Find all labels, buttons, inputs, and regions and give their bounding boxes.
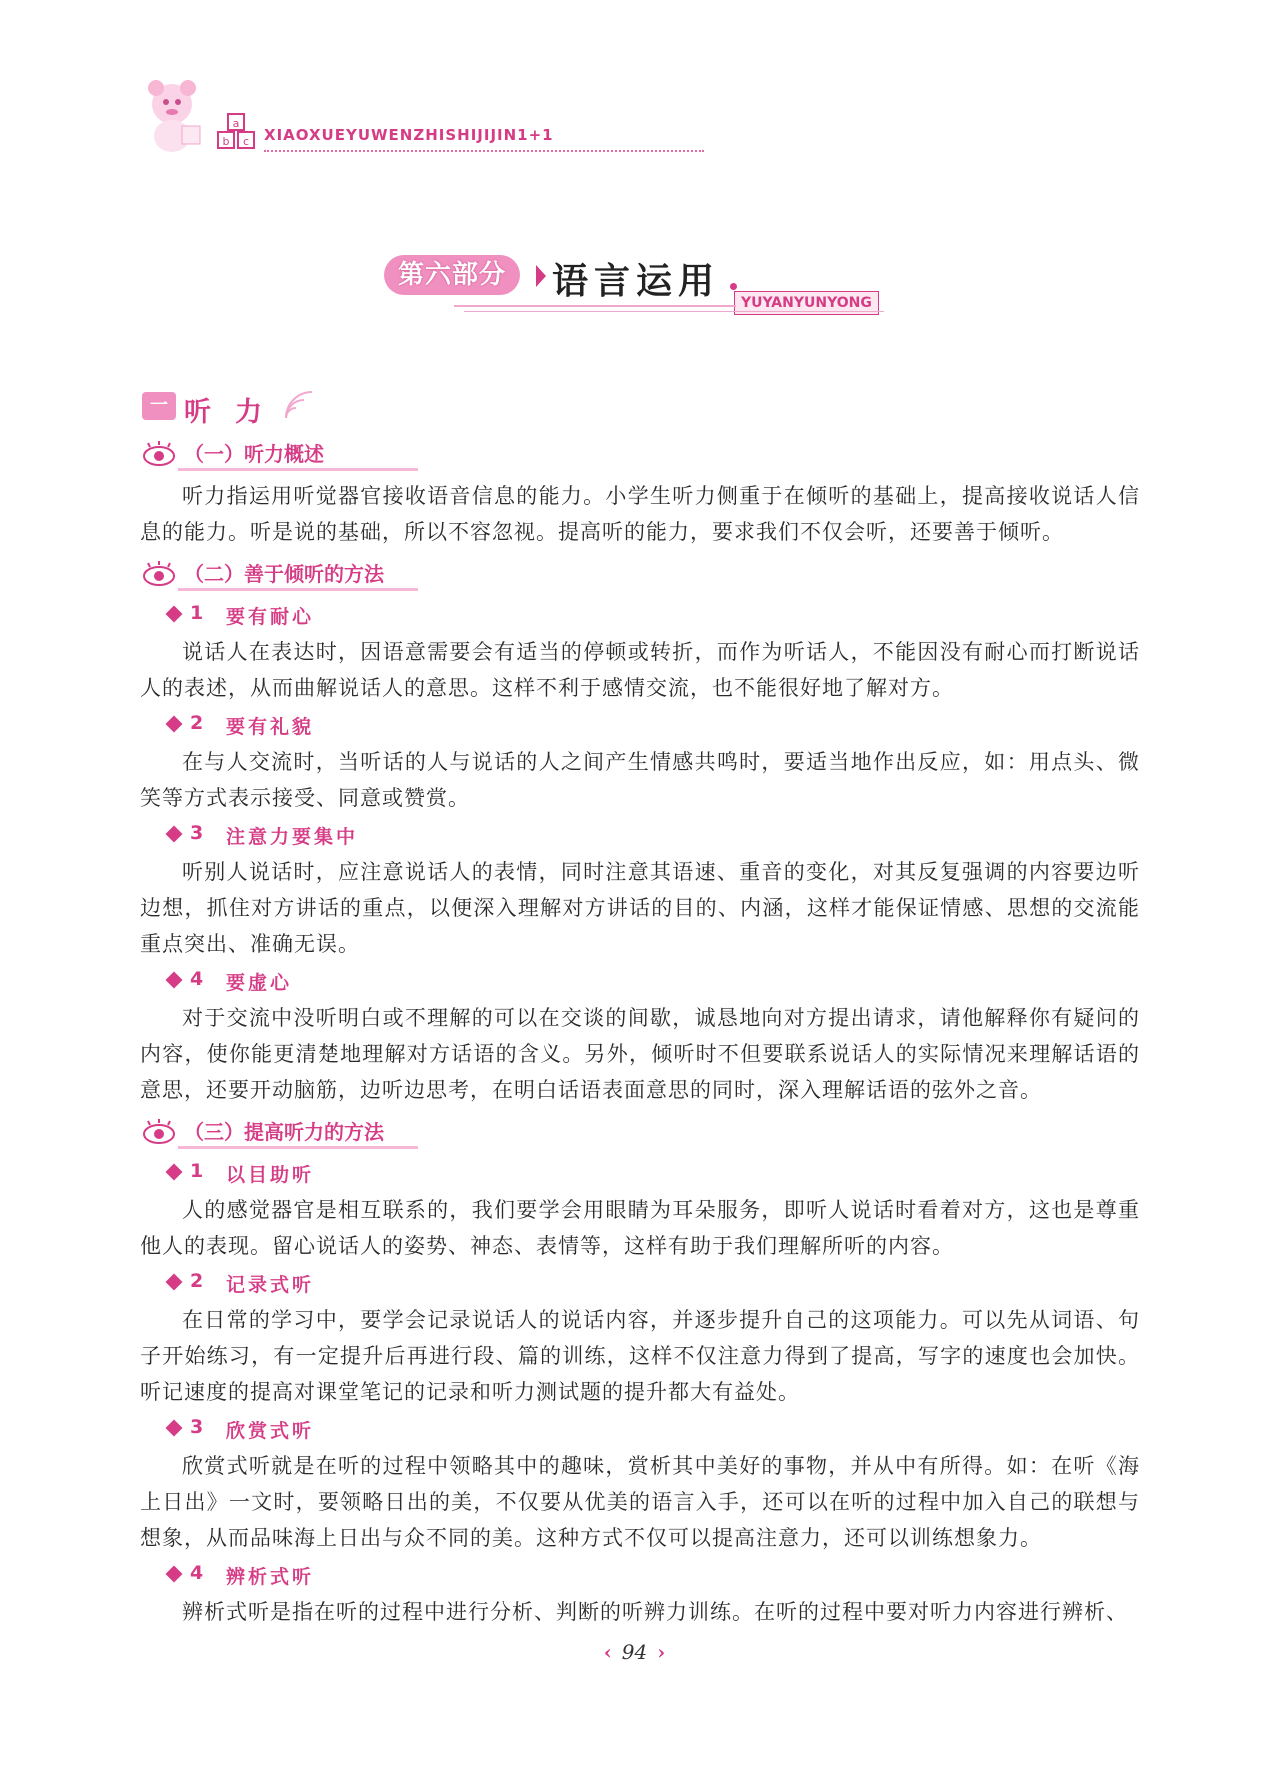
subsection-underline [178,588,418,591]
subsection-heading [140,556,1140,596]
item-number: 3 [190,822,204,844]
paragraph: 在日常的学习中，要学会记录说话人的说话内容，并逐步提升自己的这项能力。可以先从词语、句子开始练习，有一定提升后再进行段、篇的训练，这样不仅注意力得到了提高，写字的速度也会加快。听记速度的提高对课堂笔记的记录和听力测试题的提升都大有益处。 [140,1308,1140,1404]
item-number: 3 [190,1416,204,1438]
subsection-underline [178,1146,418,1149]
item-number: 1 [190,602,204,624]
svg-text:a: a [232,117,240,130]
part-pinyin: YUYANYUNYONG [734,291,879,315]
part-dot [730,283,737,290]
diamond-bullet-icon [166,972,183,989]
paragraph: 人的感觉器官是相互联系的，我们要学会用眼睛为耳朵服务，即听人说话时看着对方，这也是尊重他人的表现。留心说话人的姿势、神态、表情等，这样有助于我们理解所听的内容。 [140,1198,1140,1258]
item-title: 要有耐心 [226,606,315,628]
paragraph: 说话人在表达时，因语意需要会有适当的停顿或转折，而作为听话人，不能因没有耐心而打断说话人的表述，从而曲解说话人的意思。这样不利于感情交流，也不能很好地了解对方。 [140,640,1140,700]
subsection-title: （三）提高听力的方法 [184,1120,384,1144]
paragraph: 辨析式听是指在听的过程中进行分析、判断的听辨力训练。在听的过程中要对听力内容进行辨析、 [182,1600,1128,1624]
paragraph: 欣赏式听就是在听的过程中领略其中的趣味，赏析其中美好的事物，并从中有所得。如：在听《海上日出》一文时，要领略日出的美，不仅要从优美的语言入手，还可以在听的过程中加入自己的联想与想象，从而品味海上日出与众不同的美。这种方式不仅可以提高注意力，还可以训练想象力。 [140,1454,1140,1550]
item-number: 4 [190,1562,204,1584]
list-item-heading [140,1560,1140,1594]
list-item-heading [140,820,1140,854]
part-heading [384,255,904,327]
section-title: 听力 [184,397,286,428]
sound-waves-icon [280,388,320,428]
diamond-bullet-icon [166,826,183,843]
main-content [140,388,1140,1632]
subsection-title: （二）善于倾听的方法 [184,562,384,586]
item-title: 记录式听 [226,1274,315,1296]
part-underline [454,305,736,307]
paragraph: 在与人交流时，当听话的人与说话的人之间产生情感共鸣时，要适当地作出反应，如：用点头、微笑等方式表示接受、同意或赞赏。 [140,750,1140,810]
page-footer [0,1640,1269,1664]
chevron-left-icon: ‹ [603,1640,612,1664]
part-underline-thin [464,311,884,312]
item-number: 4 [190,968,204,990]
running-header [138,78,698,170]
diamond-bullet-icon [166,716,183,733]
chevron-right-icon: › [657,1640,666,1664]
running-title: XIAOXUEYUWENZHISHIJIJIN1+1 [264,126,554,144]
diamond-bullet-icon [166,1420,183,1437]
paragraph: 听别人说话时，应注意说话人的表情，同时注意其语速、重音的变化，对其反复强调的内容要边听边想，抓住对方讲话的重点，以便深入理解对方讲话的目的、内涵，这样才能保证情感、思想的交流能重点突出、准确无误。 [140,860,1140,956]
item-title: 以目助听 [226,1164,315,1186]
item-title: 注意力要集中 [226,826,359,848]
item-title: 要有礼貌 [226,716,315,738]
letter-blocks-icon [216,112,260,150]
paragraph: 对于交流中没听明白或不理解的可以在交谈的间歇，诚恳地向对方提出请求，请他解释你有疑问的内容，使你能更清楚地理解对方话语的含义。另外，倾听时不但要联系说话人的实际情况来理解话语的意思，还要开动脑筋，边听边思考，在明白话语表面意思的同时，深入理解话语的弦外之音。 [140,1006,1140,1102]
item-number: 2 [190,1270,204,1292]
subsection-heading [140,1114,1140,1154]
subsection-underline [178,468,418,471]
diamond-bullet-icon [166,1566,183,1583]
item-title: 欣赏式听 [226,1420,315,1442]
diamond-bullet-icon [166,606,183,623]
subsection-heading [140,436,1140,476]
list-item-heading [140,1268,1140,1302]
item-number: 1 [190,1160,204,1182]
eye-icon [140,1118,178,1146]
page-number: 94 [621,1640,648,1664]
section-number: 一 [142,392,176,420]
mascot-icon [138,78,210,156]
svg-text:b: b [222,135,230,148]
subsection-title: （一）听力概述 [184,442,324,466]
section-heading [140,388,1140,428]
eye-icon [140,440,178,468]
header-divider [264,150,704,152]
eye-icon [140,560,178,588]
part-badge: 第六部分 [384,255,520,295]
item-title: 要虚心 [226,972,293,994]
list-item-heading [140,600,1140,634]
part-title: 语言运用 [552,261,721,302]
list-item-heading [140,966,1140,1000]
diamond-bullet-icon [166,1164,183,1181]
diamond-bullet-icon [166,1274,183,1291]
item-title: 辨析式听 [226,1566,315,1588]
svg-text:c: c [242,135,250,148]
list-item-heading [140,1414,1140,1448]
chevron-right-icon [534,263,548,289]
item-number: 2 [190,712,204,734]
list-item-heading [140,1158,1140,1192]
list-item-heading [140,710,1140,744]
paragraph: 听力指运用听觉器官接收语音信息的能力。小学生听力侧重于在倾听的基础上，提高接收说话人信息的能力。听是说的基础，所以不容忽视。提高听的能力，要求我们不仅会听，还要善于倾听。 [140,484,1140,544]
